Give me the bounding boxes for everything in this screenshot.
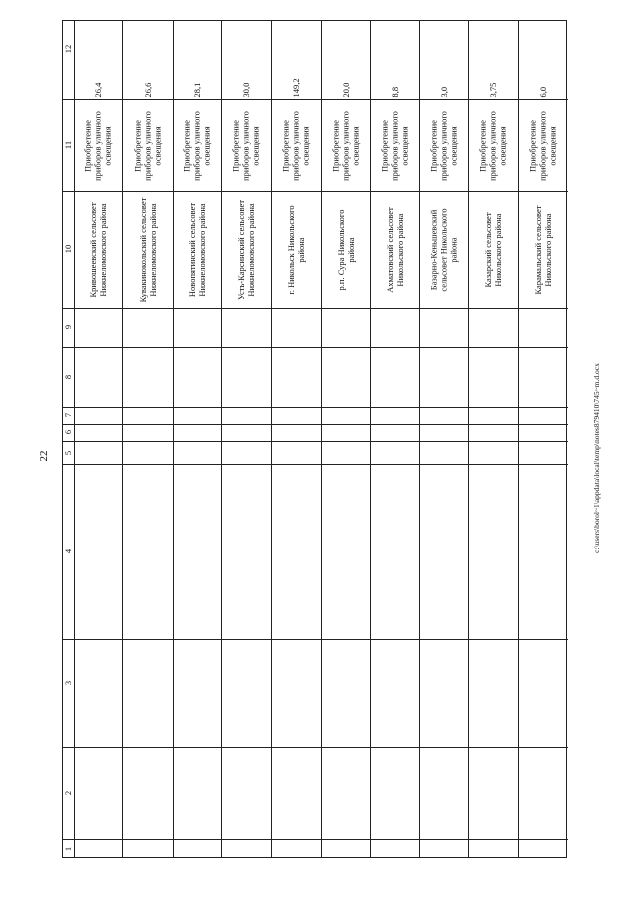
table-column-divider	[63, 407, 568, 408]
cell-text: 26,4	[92, 82, 103, 97]
cell-text: 3,0	[438, 86, 449, 97]
table-cell-measure	[221, 100, 271, 191]
cell-text: Приобретение приборов уличного освещения	[181, 110, 213, 181]
table-column-divider	[63, 347, 568, 348]
table-cell-territory	[221, 192, 271, 308]
cell-text: 6,0	[537, 86, 548, 97]
table-cell-territory	[122, 192, 173, 308]
table-cell-amount	[122, 22, 173, 99]
cell-text: Приобретение приборов уличного освещения	[527, 110, 558, 181]
cell-text: Ахматовский сельсовет Никольского района	[384, 207, 405, 293]
table-cell-territory	[370, 192, 419, 308]
table-cell-measure	[271, 100, 321, 191]
cell-text: Казарский сельсовет Никольского района	[482, 212, 503, 288]
table-cell-amount	[271, 22, 321, 99]
table-cell-amount	[321, 22, 370, 99]
table-column-divider	[63, 308, 568, 309]
cell-text: Новопятинский сельсовет Нижнеломовского района	[186, 202, 207, 298]
table-cell-measure	[468, 100, 518, 191]
table-cell-measure	[173, 100, 221, 191]
cell-text: 30,0	[240, 82, 251, 97]
cell-text: 8,8	[389, 86, 400, 97]
cell-text: Базарно-Кеньшевский сельсовет Никольского района	[428, 208, 459, 292]
table-cell-amount	[74, 22, 122, 99]
table-cell-amount	[518, 22, 567, 99]
table-column-divider	[63, 441, 568, 442]
cell-text: г. Никольск Никольского района	[285, 205, 306, 295]
column-number-1: 1	[63, 846, 73, 852]
table-cell-territory	[468, 192, 518, 308]
cell-text: Приобретение приборов уличного освещения	[230, 110, 262, 181]
table-cell-measure	[74, 100, 122, 191]
cell-text: Приобретение приборов уличного освещения	[379, 110, 410, 181]
table-cell-measure	[370, 100, 419, 191]
column-number-5: 5	[63, 450, 73, 456]
appendix-table	[62, 20, 567, 858]
table-column-divider	[63, 639, 568, 640]
table-cell-territory	[271, 192, 321, 308]
cell-text: Приобретение приборов уличного освещения	[428, 110, 459, 181]
column-number-8: 8	[63, 374, 73, 380]
column-number-2: 2	[63, 790, 73, 796]
table-cell-territory	[74, 192, 122, 308]
column-number-4: 4	[63, 548, 73, 554]
column-number-7: 7	[63, 412, 73, 418]
footer-file-path: c:\users\borol~1\appdata\local\temp\notes879410\745~m.d.ocx	[592, 363, 601, 553]
table-column-divider	[63, 839, 568, 840]
cell-text: р.п. Сура Никольского района	[335, 209, 356, 291]
table-column-divider	[63, 747, 568, 748]
table-cell-amount	[370, 22, 419, 99]
cell-text: Приобретение приборов уличного освещения	[82, 110, 114, 181]
column-number-11: 11	[63, 140, 73, 150]
table-column-divider	[63, 424, 568, 425]
table-cell-territory	[321, 192, 370, 308]
table-cell-amount	[468, 22, 518, 99]
cell-text: Приобретение приборов уличного освещения	[132, 110, 163, 181]
table-column-divider	[63, 464, 568, 465]
column-number-10: 10	[63, 244, 73, 254]
cell-text: 149,2	[290, 77, 301, 97]
cell-text: 3,75	[487, 82, 498, 97]
cell-text: Приобретение приборов уличного освещения	[280, 110, 312, 181]
cell-text: Приобретение приборов уличного освещения	[477, 110, 509, 181]
page-number: 22	[38, 450, 50, 462]
table-cell-amount	[173, 22, 221, 99]
cell-text: Кривошеевский сельсовет Нижнеломовского района	[87, 202, 108, 298]
table-cell-territory	[173, 192, 221, 308]
table-cell-measure	[518, 100, 567, 191]
cell-text: Приобретение приборов уличного освещения	[330, 110, 361, 181]
cell-text: 20,0	[340, 82, 351, 97]
cell-text: 26,6	[142, 82, 153, 97]
table-cell-territory	[419, 192, 468, 308]
table-cell-measure	[419, 100, 468, 191]
table-cell-amount	[419, 22, 468, 99]
cell-text: Усть-Карсинский сельсовет Нижнеломовского района	[235, 200, 256, 301]
table-cell-territory	[518, 192, 567, 308]
table-cell-measure	[321, 100, 370, 191]
column-number-12: 12	[63, 44, 73, 54]
column-number-6: 6	[63, 429, 73, 435]
cell-text: 28,1	[191, 82, 202, 97]
table-cell-measure	[122, 100, 173, 191]
column-number-3: 3	[63, 680, 73, 686]
table-cell-amount	[221, 22, 271, 99]
cell-text: Кувакинокольский сельсовет Нижнеломовского района	[137, 197, 158, 303]
column-number-9: 9	[63, 324, 73, 330]
cell-text: Карамальский сельсовет Никольского района	[532, 205, 553, 295]
